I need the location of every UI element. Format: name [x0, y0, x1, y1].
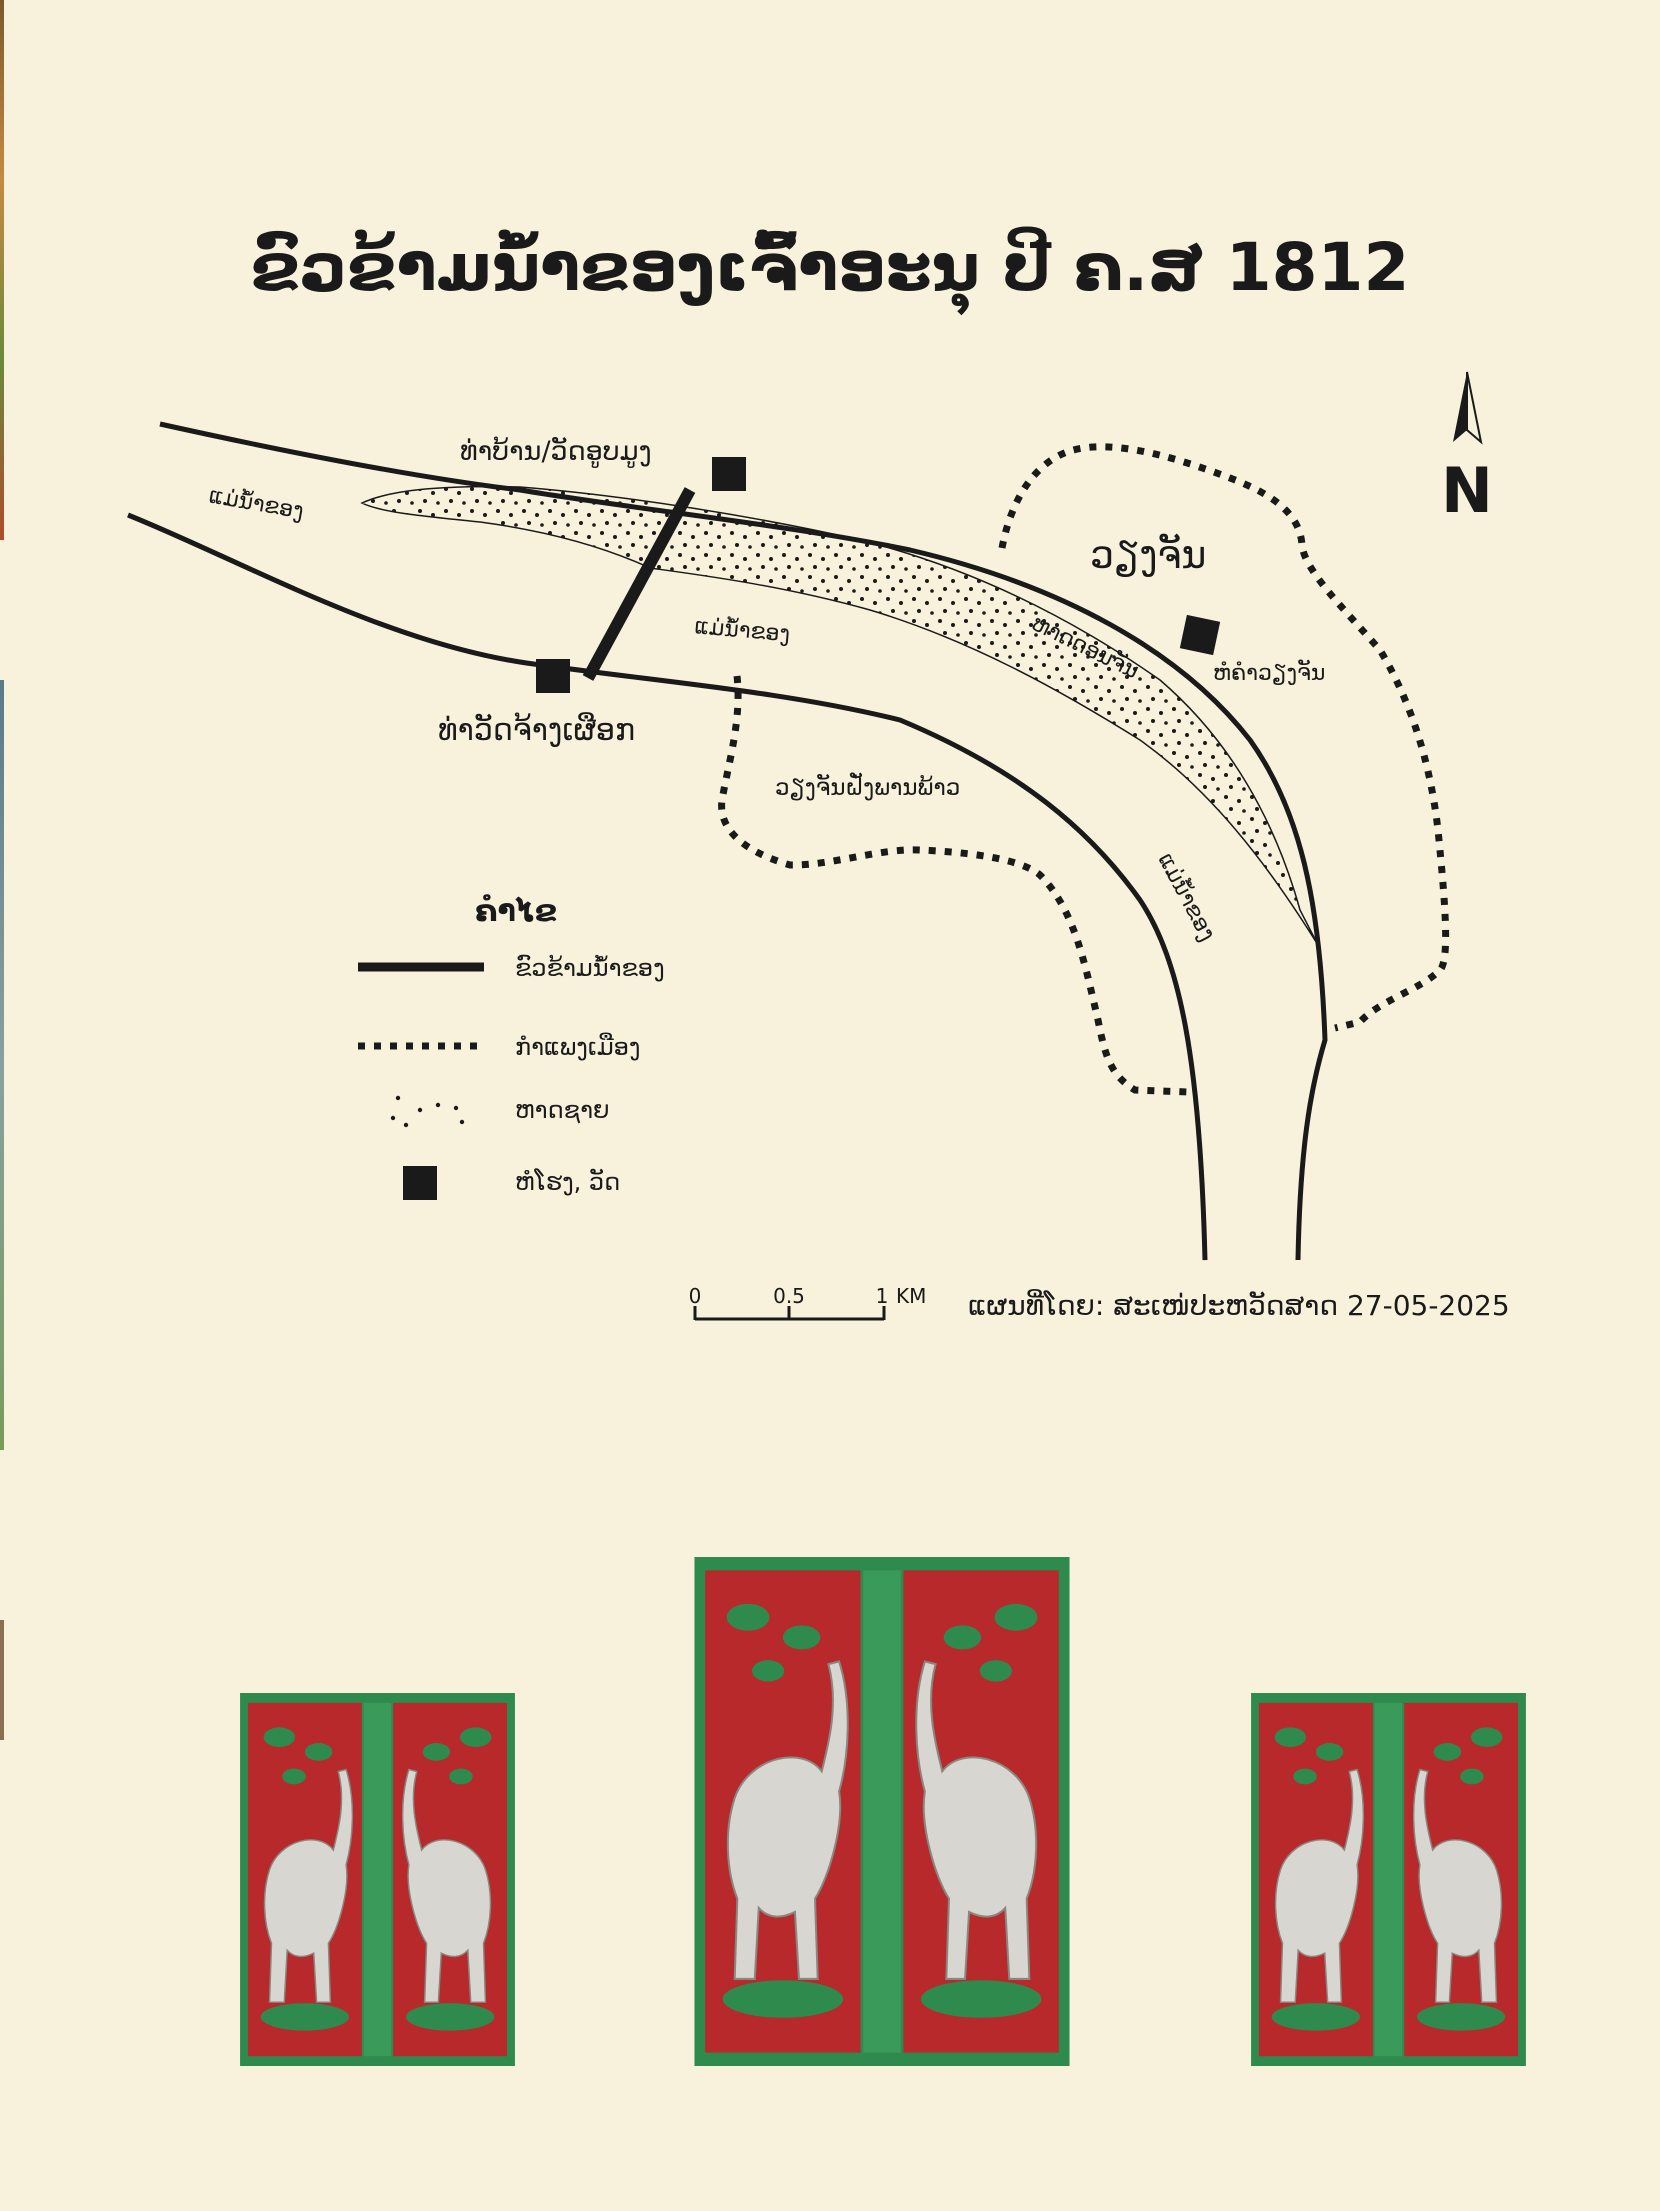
- scale-bar: [689, 1284, 927, 1320]
- scale-tick-0: 0: [688, 1284, 702, 1308]
- legend-label-wall: ກຳແພງເມືອງ: [515, 1033, 641, 1061]
- palace-marker: [1180, 615, 1220, 655]
- legend-label-bridge: ຂົວຂ້າມນ້ຳຂອງ: [515, 954, 665, 982]
- city-wall-vientiane: [1002, 447, 1446, 1028]
- city-wall-across-river: [722, 676, 1188, 1092]
- map-credit: ແຜນທີ່ໂດຍ: ສະເໜ່ປະຫວັດສາດ 27-05-2025: [968, 1289, 1510, 1322]
- legend-square-icon: [403, 1166, 437, 1200]
- legend-title: ຄຳໄຂ: [475, 894, 558, 929]
- elephant-panel-right: [1250, 1693, 1527, 2066]
- north-arrow-icon: [1441, 372, 1493, 527]
- scale-unit: KM: [896, 1284, 927, 1308]
- vientiane-label: ວຽງຈັນ: [1090, 533, 1207, 577]
- scale-tick-half: 0.5: [773, 1284, 805, 1308]
- pier-label-top: ທ່າບ້ານ/ວັດອູບມູງ: [460, 436, 652, 467]
- river-label-middle: ແມ່ນ້ຳຂອງ: [693, 614, 792, 648]
- scale-tick-1: 1: [875, 1284, 889, 1308]
- river-label-lower: ແມ່ນ້ຳຂອງ: [1152, 849, 1220, 946]
- across-river-town-label: ວຽງຈັນຝັ່ງພານພ້າວ: [775, 775, 961, 801]
- north-label: N: [1441, 454, 1493, 527]
- pier-label-bottom: ທ່າວັດຈ້າງເຜືອກ: [438, 713, 636, 748]
- sandbar-label: ຫາດດອນຈັນ: [1027, 610, 1143, 685]
- legend-label-temple: ຫໍໂຮງ, ວັດ: [515, 1168, 621, 1196]
- river-label-left: ແມ່ນ້ຳຂອງ: [206, 483, 306, 525]
- elephant-panel-center: [693, 1557, 1071, 2066]
- temple-marker-top: [712, 457, 746, 491]
- palace-label: ຫໍຄຳວຽງຈັນ: [1213, 661, 1326, 686]
- edge-strip-bottom: [0, 1620, 4, 1740]
- legend: [358, 894, 665, 1200]
- elephant-panel-left: [239, 1693, 516, 2066]
- legend-label-sand: ຫາດຊາຍ: [515, 1096, 610, 1124]
- legend-dots-icon: [391, 1096, 464, 1127]
- map-title: ຂົວຂ້າມນ້ຳຂອງເຈົ້າອະນຸ ປີ ຄ.ສ 1812: [250, 229, 1410, 306]
- temple-marker-bottom: [536, 659, 570, 693]
